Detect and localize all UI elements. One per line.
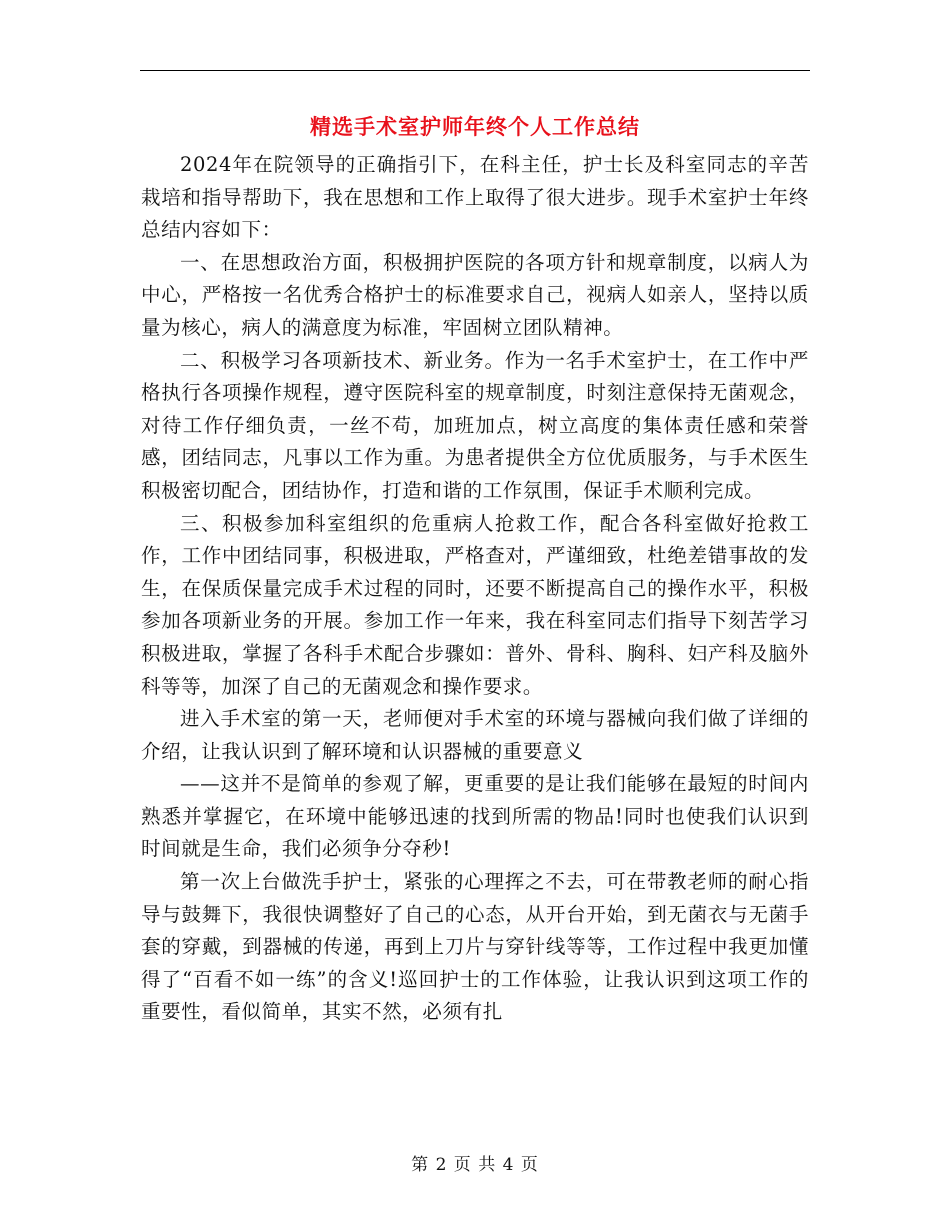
document-title: 精选手术室护师年终个人工作总结 xyxy=(310,114,640,139)
header-rule xyxy=(140,70,810,71)
document-body xyxy=(141,149,809,1029)
page-number: 第 2 页 共 4 页 xyxy=(411,1155,539,1175)
paragraph-not-simple-visit: ——这并不是简单的参观了解，更重要的是让我们能够在最短的时间内熟悉并掌握它，在环境中能够迅速的找到所需的物品!同时也使我们认识到时间就是生命，我们必须争分夺秒! xyxy=(141,772,809,861)
paragraph-new-skills: 二、积极学习各项新技术、新业务。作为一名手术室护士，在工作中严格执行各项操作规程，遵守医院科室的规章制度，时刻注意保持无菌观念，对待工作仔细负责，一丝不苟，加班加点，树立高度的集体责任感和荣誉感，团结同志，凡事以工作为重。为患者提供全方位优质服务，与手术医生积极密切配合，团结协作，打造和谐的工作氛围，保证手术顺利完成。 xyxy=(141,348,809,502)
paragraph-first-scrub: 第一次上台做洗手护士，紧张的心理挥之不去，可在带教老师的耐心指导与鼓舞下，我很快调整好了自己的心态，从开台开始，到无菌衣与无菌手套的穿戴，到器械的传递，再到上刀片与穿针线等等，工作过程中我更加懂得了“百看不如一练”的含义!巡回护士的工作体验，让我认识到这项工作的重要性，看似简单，其实不然，必须有扎 xyxy=(141,870,809,1024)
paragraph-rescue-work: 三、积极参加科室组织的危重病人抢救工作，配合各科室做好抢救工作，工作中团结同事，积极进取，严格查对，严谨细致，杜绝差错事故的发生，在保质保量完成手术过程的同时，还要不断提高自己的操作水平，积极参加各项新业务的开展。参加工作一年来，我在科室同志们指导下刻苦学习积极进取，掌握了各科手术配合步骤如：普外、骨科、胸科、妇产科及脑外科等等，加深了自己的无菌观念和操作要求。 xyxy=(141,511,809,698)
paragraph-intro: 2024年在院领导的正确指引下，在科主任，护士长及科室同志的辛苦栽培和指导帮助下，我在思想和工作上取得了很大进步。现手术室护士年终总结内容如下： xyxy=(141,153,809,242)
paragraph-politics: 一、在思想政治方面，积极拥护医院的各项方针和规章制度，以病人为中心，严格按一名优秀合格护士的标准要求自己，视病人如亲人，坚持以质量为核心，病人的满意度为标准，牢固树立团队精神。 xyxy=(141,250,809,339)
paragraph-first-day: 进入手术室的第一天，老师便对手术室的环境与器械向我们做了详细的介绍，让我认识到了解环境和认识器械的重要意义 xyxy=(141,707,809,763)
